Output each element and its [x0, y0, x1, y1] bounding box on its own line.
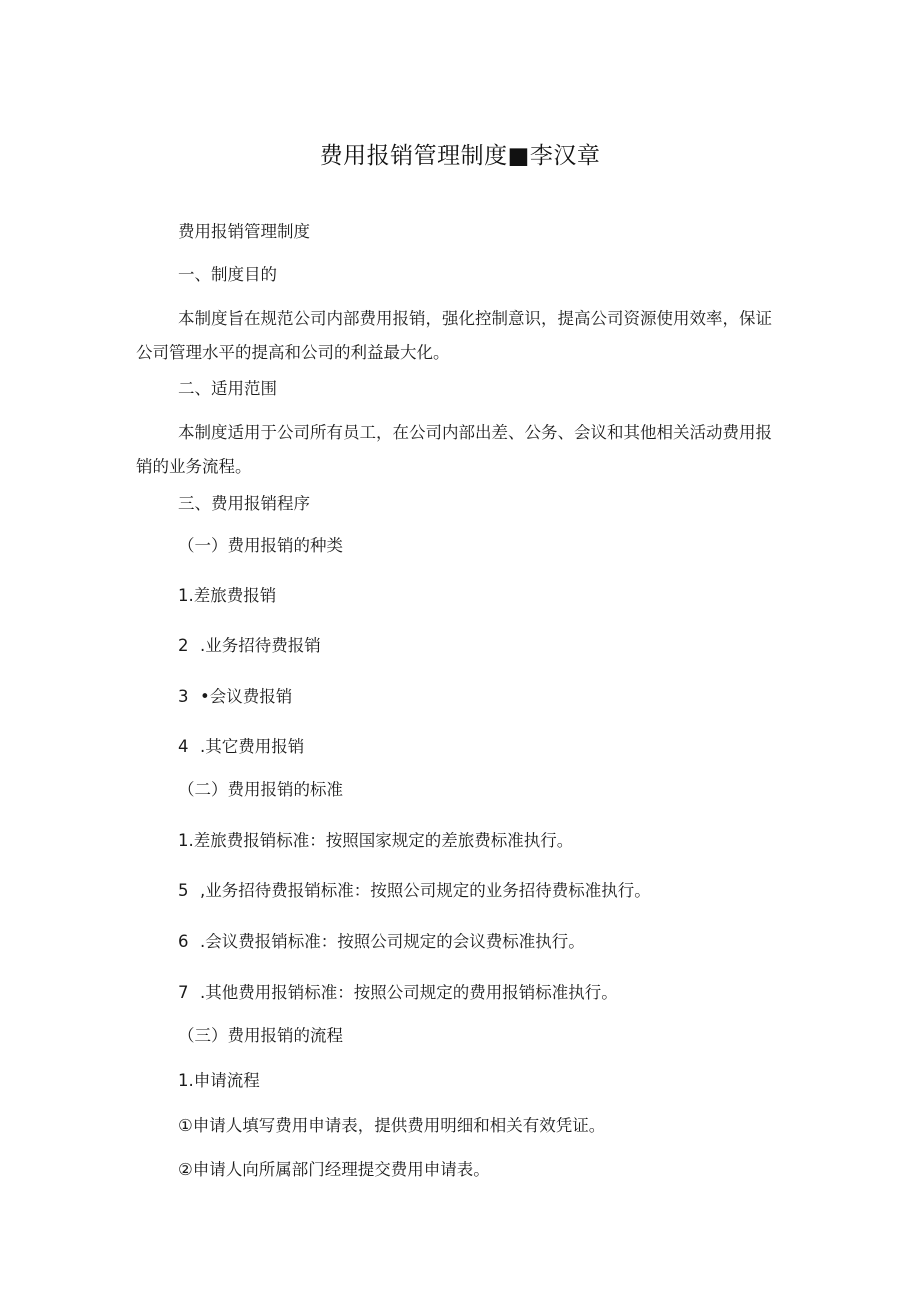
list-item-text: .业务招待费报销 — [200, 636, 321, 655]
list-item-text: .其他费用报销标准：按照公司规定的费用报销标准执行。 — [200, 983, 618, 1002]
step-item: ②申请人向所属部门经理提交费用申请表。 — [178, 1160, 490, 1179]
list-item — [178, 929, 585, 955]
section-3-heading: 三、费用报销程序 — [178, 494, 310, 513]
list-item-text: 1.差旅费报销 — [178, 586, 277, 605]
section-1-heading: 一、制度目的 — [178, 265, 277, 284]
list-item-number: 3 — [178, 687, 189, 706]
list-item — [178, 980, 618, 1006]
list-item-text: ,业务招待费报销标准：按照公司规定的业务招待费标准执行。 — [200, 881, 651, 900]
list-item-text: .其它费用报销 — [200, 737, 305, 756]
list-item — [178, 878, 651, 904]
sub-3-heading: （三）费用报销的流程 — [178, 1026, 343, 1045]
list-item — [178, 633, 321, 659]
list-item-number: 6 — [178, 932, 189, 951]
list-item-number: 5 — [178, 881, 189, 900]
document-title: 费用报销管理制度■李汉章 — [319, 143, 601, 169]
list-item-text: 1.差旅费报销标准：按照国家规定的差旅费标准执行。 — [178, 831, 574, 850]
list-item — [178, 734, 304, 760]
section-2-body: 本制度适用于公司所有员工，在公司内部出差、公务、会议和其他相关活动费用报销的业务流程。 — [136, 423, 772, 476]
list-item-text: .会议费报销标准：按照公司规定的会议费标准执行。 — [200, 932, 585, 951]
step-item: ①申请人填写费用申请表，提供费用明细和相关有效凭证。 — [178, 1116, 606, 1135]
list-item-number: 2 — [178, 636, 189, 655]
list-item — [178, 583, 276, 609]
step-heading: 1.申请流程 — [178, 1071, 260, 1090]
document-subtitle: 费用报销管理制度 — [178, 222, 310, 241]
list-item-number: 4 — [178, 737, 189, 756]
list-item — [178, 828, 573, 854]
list-item-number: 7 — [178, 983, 189, 1002]
list-item-text: •会议费报销 — [200, 687, 293, 706]
section-2-heading: 二、适用范围 — [178, 379, 277, 398]
sub-2-heading: （二）费用报销的标准 — [178, 780, 343, 799]
sub-1-heading: （一）费用报销的种类 — [178, 536, 343, 555]
list-item — [178, 684, 292, 710]
section-1-body: 本制度旨在规范公司内部费用报销，强化控制意识，提高公司资源使用效率，保证公司管理水平的提高和公司的利益最大化。 — [136, 309, 772, 362]
